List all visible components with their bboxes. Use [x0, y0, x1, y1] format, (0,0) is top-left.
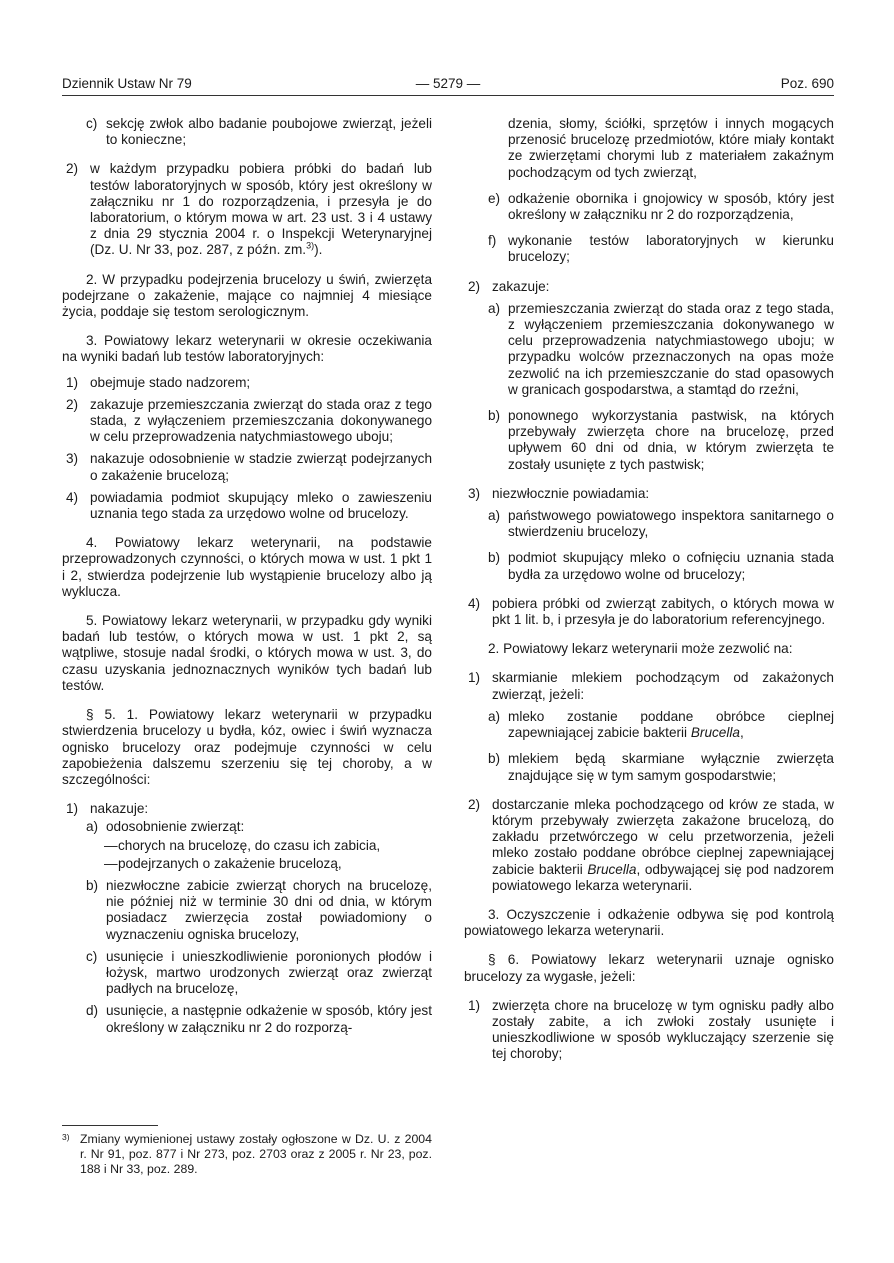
paragraph: 5. Powiatowy lekarz weterynarii, w przypadku gdy wyniki badań lub testów, o których mowa w ust. 1 pkt 2, są wątpliwe, stosuje nadal środki, o których mowa w ust. 3, do czasu uzyskania jednoznacznych wyników tych badań lub testów. [62, 613, 432, 693]
list-item [464, 670, 834, 702]
item-text: niezwłoczne zabicie zwierząt chorych na brucelozę, nie później niż w terminie 30 dni od dnia, w którym posiadacz zwierzęcia został powiadomiony o wyznaczeniu ogniska brucelozy, [106, 877, 432, 942]
item-text-end: , odbywającej się pod nadzorem powiatowego lekarza weterynarii. [492, 861, 834, 893]
page-header [62, 76, 834, 94]
sub-item [464, 191, 834, 223]
right-column [464, 116, 834, 1076]
list-item [464, 279, 834, 295]
list-item [464, 596, 834, 628]
item-text: chorych na brucelozę, do czasu ich zabicia, [118, 837, 381, 853]
sub-item [464, 550, 834, 582]
sub-item [62, 819, 432, 835]
footnote-divider [62, 1125, 158, 1126]
item-label: 3) [468, 485, 481, 501]
item-text: usunięcie i unieszkodliwienie poronionych płodów i łożysk, martwo urodzonych zwierząt oraz zwierząt padłych na brucelozę, [106, 948, 432, 997]
item-text: odkażenie obornika i gnojowicy w sposób, który jest określony w załączniku nr 2 do rozporządzenia, [508, 190, 834, 223]
left-column [62, 116, 432, 1046]
item-text: nakazuje: [90, 801, 149, 817]
item-label: b) [488, 751, 501, 767]
item-text: sekcję zwłok albo badanie poubojowe zwierząt, jeżeli to konieczne; [106, 116, 432, 148]
item-label: 4) [468, 595, 481, 611]
item-text: mleko zostanie poddane obróbce cieplnej zapewniającej zabicie bakterii [508, 708, 834, 741]
item-text: w każdym przypadku pobiera próbki do badań lub testów laboratoryjnych w sposób, który jest określony w załączniku nr 1 do rozporządzenia, i przesyła je do laboratorium, o którym mowa w art. 23 ust. 3 i 4 ustawy z dnia 29 stycznia 2004 r. o Inspekcji Weterynaryjnej (Dz. U. Nr 33, poz. 287, z późn. zm. [90, 161, 432, 258]
item-text: powiadamia podmiot skupujący mleko o zawieszeniu uznania tego stada za urzędowo wolne od brucelozy. [90, 489, 432, 522]
dash-item [62, 856, 432, 872]
item-label: 1) [468, 670, 481, 686]
item-text: ponownego wykorzystania pastwisk, na których przebywały zwierzęta chore na brucelozę, przed upływem 60 dni od dnia, w którym zwierzęta te zostały usunięte z tych pastwisk; [508, 408, 834, 472]
sub-item [464, 508, 834, 540]
bacteria-name: Brucella [690, 725, 740, 741]
item-text: zakazuje przemieszczania zwierząt do stada oraz z tego stada, z wyłączeniem przemieszczania dokonywanego w celu przeprowadzenia natychmiastowego uboju; [90, 396, 432, 445]
footnote-text: Zmiany wymienionej ustawy zostały ogłoszone w Dz. U. z 2004 r. Nr 91, poz. 877 i Nr 273, poz. 2703 oraz z 2005 r. Nr 23, poz. 188 i Nr 33, poz. 289. [80, 1132, 432, 1176]
item-label: 3) [66, 451, 79, 467]
item-label: 2) [468, 278, 481, 294]
position-number: Poz. 690 [780, 76, 834, 91]
journal-title: Dziennik Ustaw Nr 79 [62, 76, 192, 91]
sub-item [464, 709, 834, 741]
item-text: podejrzanych o zakażenie brucelozą, [118, 855, 342, 871]
sub-item [464, 751, 834, 783]
list-item [62, 116, 432, 148]
list-item [62, 375, 432, 391]
item-label: b) [86, 877, 99, 893]
item-label: 1) [468, 997, 481, 1013]
item-label: 1) [66, 374, 79, 390]
list-item [62, 451, 432, 483]
list-item [464, 998, 834, 1063]
continued-text: dzenia, słomy, ściółki, sprzętów i innych mogących przenosić brucelozę przedmiotów, które miały kontakt ze zwierzętami chorymi lub z materiałem zakaźnym pochodzącym od tych zwierząt, [508, 116, 834, 180]
dash-mark: — [104, 855, 118, 871]
item-label: e) [488, 190, 501, 206]
item-label: 2) [66, 396, 79, 412]
item-label: 1) [66, 801, 79, 817]
paragraph: 2. W przypadku podejrzenia brucelozy u świń, zwierzęta podejrzane o zakażenie, mające co najmniej 4 miesiące życia, poddaje się testom serologicznym. [62, 271, 432, 320]
item-text-end: , [739, 725, 744, 741]
dash-mark: — [104, 837, 118, 853]
item-text: zakazuje: [492, 278, 550, 294]
paragraph: 3. Powiatowy lekarz weterynarii w okresie oczekiwania na wyniki badań lub testów laboratoryjnych: [62, 333, 432, 365]
paragraph: 4. Powiatowy lekarz weterynarii, na podstawie przeprowadzonych czynności, o których mowa w ust. 1 pkt 1 i 2, stwierdza podejrzenie lub wystąpienie brucelozy albo ją wyklucza. [62, 535, 432, 599]
item-text: wykonanie testów laboratoryjnych w kierunku brucelozy; [508, 233, 834, 265]
item-text: pobiera próbki od zwierząt zabitych, o których mowa w pkt 1 lit. b, i przesyła je do laboratorium referencyjnego. [492, 595, 834, 628]
item-text: dostarczanie mleka pochodzącego od krów ze stada, w którym przebywały zwierzęta zakażone brucelozą, do zakładu przetwórczego w celu przetworzenia, jeżeli mleko zostało poddane obróbce cieplnej zapewniającej zabicie bakterii [492, 796, 834, 877]
footnote-mark: 3) [62, 1132, 70, 1142]
sub-item [62, 949, 432, 998]
item-text: podmiot skupujący mleko o cofnięciu uznania stada bydła za urzędowo wolne od brucelozy; [508, 550, 834, 582]
item-label: c) [86, 116, 98, 131]
item-text: przemieszczania zwierząt do stada oraz z tego stada, z wyłączeniem przemieszczania dokonywanego w celu przeprowadzenia natychmiastowego uboju; w przypadku wolców przeznaczonych na opas może zezwolić na ich przemieszczanie do stad opasowych w granicach gospodarstwa, a stamtąd do rzeźni, [508, 300, 834, 397]
item-label: d) [86, 1003, 99, 1019]
item-text: nakazuje odosobnienie w stadzie zwierząt podejrzanych o zakażenie brucelozą; [90, 451, 432, 483]
list-item [62, 397, 432, 446]
dash-item [62, 838, 432, 854]
item-text: niezwłocznie powiadamia: [492, 485, 650, 501]
list-item [464, 486, 834, 502]
item-label: a) [488, 508, 501, 524]
item-label: f) [488, 233, 497, 249]
bacteria-name: Brucella [587, 861, 637, 877]
item-text: usunięcie, a następnie odkażenie w sposób, który jest określony w załączniku nr 2 do rozporzą- [106, 1003, 432, 1035]
item-label: b) [488, 408, 501, 424]
item-label: a) [488, 708, 501, 724]
item-text-end: ). [314, 242, 323, 258]
sub-item [62, 1003, 432, 1035]
item-label: c) [86, 948, 98, 964]
sub-item [464, 408, 834, 473]
item-text: obejmuje stado nadzorem; [90, 374, 251, 390]
item-text: państwowego powiatowego inspektora sanitarnego o stwierdzeniu brucelozy, [508, 508, 834, 540]
item-text: mlekiem będą skarmiane wyłącznie zwierzęta znajdujące się w tym samym gospodarstwie; [508, 751, 834, 783]
paragraph: 2. Powiatowy lekarz weterynarii może zezwolić na: [488, 641, 793, 657]
header-divider [62, 95, 834, 96]
list-item [62, 161, 432, 258]
paragraph-section-5: § 5. 1. Powiatowy lekarz weterynarii w przypadku stwierdzenia brucelozy u bydła, kóz, owiec i świń wyznacza ognisko brucelozy oraz podejmuje czynności w celu zapobieżenia dalszemu szerzeniu się tej choroby, a w szczególności: [62, 707, 432, 787]
page-number: — 5279 — [415, 76, 481, 91]
item-text: zwierzęta chore na brucelozę w tym ognisku padły albo zostały zabite, a ich zwłoki zostały usunięte i unieszkodliwione w sposób wykluczający szerzenie się tej choroby; [492, 997, 834, 1062]
paragraph: 3. Oczyszczenie i odkażenie odbywa się pod kontrolą powiatowego lekarza weterynarii. [464, 906, 834, 939]
sub-item [464, 301, 834, 398]
list-item [62, 801, 432, 817]
item-text: skarmianie mlekiem pochodzącym od zakażonych zwierząt, jeżeli: [492, 670, 834, 702]
item-label: a) [86, 819, 99, 835]
item-label: 4) [66, 489, 79, 505]
item-label: a) [488, 300, 501, 316]
item-text: odosobnienie zwierząt: [106, 819, 245, 835]
item-label: 2) [66, 161, 79, 177]
list-item [62, 490, 432, 522]
item-label: 2) [468, 796, 481, 812]
sub-item [62, 878, 432, 943]
paragraph-section-6: § 6. Powiatowy lekarz weterynarii uznaje ognisko brucelozy za wygasłe, jeżeli: [464, 952, 834, 984]
list-item [464, 797, 834, 894]
footnote [62, 1132, 432, 1176]
sub-item [464, 233, 834, 265]
footnote-ref: 3) [306, 240, 315, 251]
item-label: b) [488, 550, 501, 566]
